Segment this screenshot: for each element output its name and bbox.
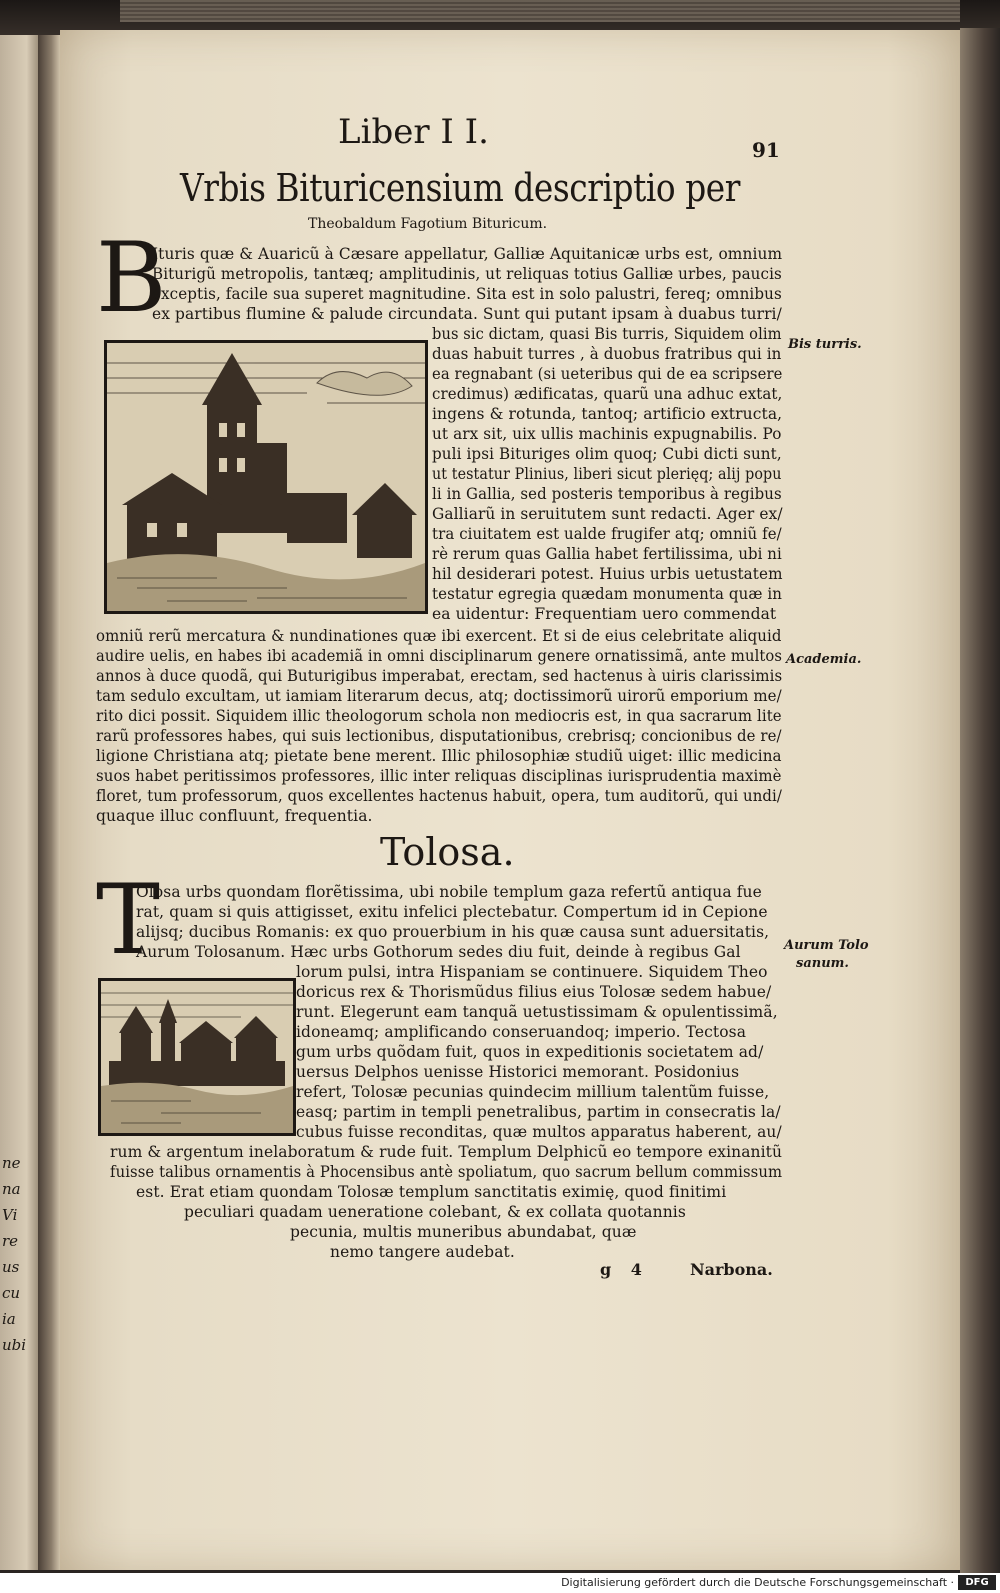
text-line: exceptis, facile sua superet magnitudine. Sita est in solo palustri, fereq; omnibus [152, 285, 782, 303]
text-line: ut testatur Plinius, liberi sicut plerięq; alij popu [432, 465, 782, 483]
text-line: runt. Elegerunt eam tanquã uetustissimam & opulentissimã, [296, 1003, 778, 1021]
fragment: ia [2, 1310, 16, 1328]
folio-number: 91 [752, 138, 780, 162]
facing-page-fragments [2, 1150, 32, 1358]
text-line: peculiari quadam ueneratione colebant, & ex collata quotannis [184, 1203, 686, 1221]
section-heading-tolosa: Tolosa. [380, 830, 515, 874]
text-line: ingens & rotunda, tantoq; artificio extructa, [432, 405, 783, 423]
text-line: easq; partim in templi penetralibus, partim in consecratis la/ [296, 1103, 781, 1121]
text-line: alijsq; ducibus Romanis: ex quo prouerbium in his quæ causa sunt aduersitatis, [136, 923, 770, 941]
text-line: Biturigũ metropolis, tantæq; amplitudinis, ut reliquas totius Galliæ urbes, paucis [152, 265, 782, 283]
text-line: credimus) ædificatas, quarũ una adhuc extat, [432, 385, 783, 403]
margin-note-academia: Academia. [786, 652, 862, 667]
dfg-logo: DFG [958, 1575, 996, 1590]
fragment: na [2, 1180, 21, 1198]
book-gutter [38, 35, 60, 1570]
signature-mark: g 4 [600, 1260, 642, 1279]
text-line: uersus Delphos uenisse Historici memorant. Posidonius [296, 1063, 740, 1081]
text-line: tam sedulo excultam, ut iamiam literarum decus, atq; doctissimorũ uirorũ emporium me/ [96, 687, 782, 705]
fragment: re [2, 1232, 19, 1250]
text-line: ea regnabant (si ueteribus qui de ea scripsere [432, 365, 783, 383]
text-line: hil desiderari potest. Huius urbis uetustatem [432, 565, 783, 583]
text-line: cubus fuisse reconditas, quæ multos apparatus haberent, au/ [296, 1123, 782, 1141]
text-line: bus sic dictam, quasi Bis turris, Siquidem olim [432, 325, 782, 343]
text-line: li in Gallia, sed posteris temporibus à regibus [432, 485, 782, 503]
text-line: rè rerum quas Gallia habet fertilissima, ubi ni [432, 545, 782, 563]
fragment: ne [2, 1154, 21, 1172]
text-line: annos à duce quodã, qui Buturigibus imperabat, erectam, sed hactenus à uiris clarissimis [96, 667, 783, 685]
text-line: nemo tangere audebat. [330, 1243, 515, 1261]
text-line: omniũ rerũ mercatura & nundinationes quæ ibi exercent. Et si de eius celebritate aliquid [96, 627, 782, 645]
text-line: Olosa urbs quondam florẽtissima, ubi nobile templum gaza refertũ antiqua fue [136, 883, 762, 901]
fragment: ubi [2, 1336, 27, 1354]
page-right-edge [960, 28, 1000, 1573]
text-line: audire uelis, en habes ibi academiã in omni disciplinarum genere ornatissimã, ante multos [96, 647, 783, 665]
text-line: pecunia, multis muneribus abundabat, quæ [290, 1223, 637, 1241]
page-title: Vrbis Bituricensium descriptio per [180, 166, 740, 210]
text-line: ea uidentur: Frequentiam uero commendat [432, 605, 777, 623]
text-line: rat, quam si quis attigisset, exitu infelici plectebatur. Compertum id in Cepione [136, 903, 768, 921]
catchword: Narbona. [690, 1260, 773, 1279]
text-line: rum & argentum inelaboratum & rude fuit. Templum Delphicũ eo tempore exinanitũ [110, 1143, 783, 1161]
text-line: quaque illuc confluunt, frequentia. [96, 807, 373, 825]
text-line: Aurum Tolosanum. Hæc urbs Gothorum sedes diu fuit, deinde à regibus Gal [136, 943, 741, 961]
drop-cap: B [96, 222, 167, 334]
text-line: rarũ professores habes, qui suis lectionibus, disputationibus, crebrisq; concionibus de re/ [96, 727, 782, 745]
text-line: duas habuit turres , à duobus fratribus qui in [432, 345, 782, 363]
text-line: gum urbs quõdam fuit, quos in expeditionis societatem ad/ [296, 1043, 764, 1061]
page-stack-edge [120, 0, 960, 22]
drop-cap: T [96, 864, 161, 976]
margin-note-aurum-tolosanum-cont: sanum. [796, 956, 849, 971]
woodcut-toulouse [98, 978, 296, 1136]
text-line: ut arx sit, uix ullis machinis expugnabilis. Po [432, 425, 782, 443]
text-line: idoneamq; amplificando conseruandoq; imperio. Tectosa [296, 1023, 747, 1041]
woodcut-bourges [104, 340, 428, 614]
text-line: est. Erat etiam quondam Tolosæ templum sanctitatis eximię, quod finitimi [136, 1183, 727, 1201]
margin-note-aurum-tolosanum: Aurum Tolo [784, 938, 869, 953]
text-line: doricus rex & Thorismũdus filius eius Tolosæ sedem habue/ [296, 983, 772, 1001]
text-line: ex partibus flumine & palude circundata. Sunt qui putant ipsam à duabus turri/ [152, 305, 782, 323]
page-subtitle: Theobaldum Fagotium Bituricum. [308, 216, 548, 232]
fragment: us [2, 1258, 20, 1276]
text-line: rito dici possit. Siquidem illic theologorum schola non mediocris est, in qua sacrarum lite [96, 707, 782, 725]
text-line: fuisse talibus ornamentis à Phocensibus antè spoliatum, quo sacrum bellum commissum [110, 1163, 783, 1181]
margin-note-bis-turris: Bis turris. [788, 337, 862, 352]
running-head: Liber I I. [338, 112, 489, 152]
text-line: ligione Christiana atq; pietate bene merent. Illic philosophiæ studiũ uiget: illic medicina [96, 747, 782, 765]
fragment: cu [2, 1284, 21, 1302]
text-line: suos habet peritissimos professores, illic inter reliquas disciplinas iurisprudentia maximè [96, 767, 782, 785]
text-line: Galliarũ in seruitutem sunt redacti. Ager ex/ [432, 505, 783, 523]
text-line: tra ciuitatem est ualde frugifer atq; omniũ fe/ [432, 525, 782, 543]
fragment: Vi [2, 1206, 18, 1224]
text-line: refert, Tolosæ pecunias quindecim millium talentũm fuisse, [296, 1083, 770, 1101]
text-line: floret, tum professorum, quos excellentes hactenus habuit, opera, tum auditorũ, qui undi/ [96, 787, 782, 805]
digitization-credit: Digitalisierung gefördert durch die Deutsche Forschungsgemeinschaft · [561, 1576, 954, 1589]
text-line: testatur egregia quædam monumenta quæ in [432, 585, 783, 603]
text-line: lorum pulsi, intra Hispaniam se continuere. Siquidem Theo [296, 963, 768, 981]
text-line: Ituris quæ & Auaricũ à Cæsare appellatur, Galliæ Aquitanicæ urbs est, omnium [152, 245, 783, 263]
text-line: puli ipsi Bituriges olim quoq; Cubi dicti sunt, [432, 445, 782, 463]
